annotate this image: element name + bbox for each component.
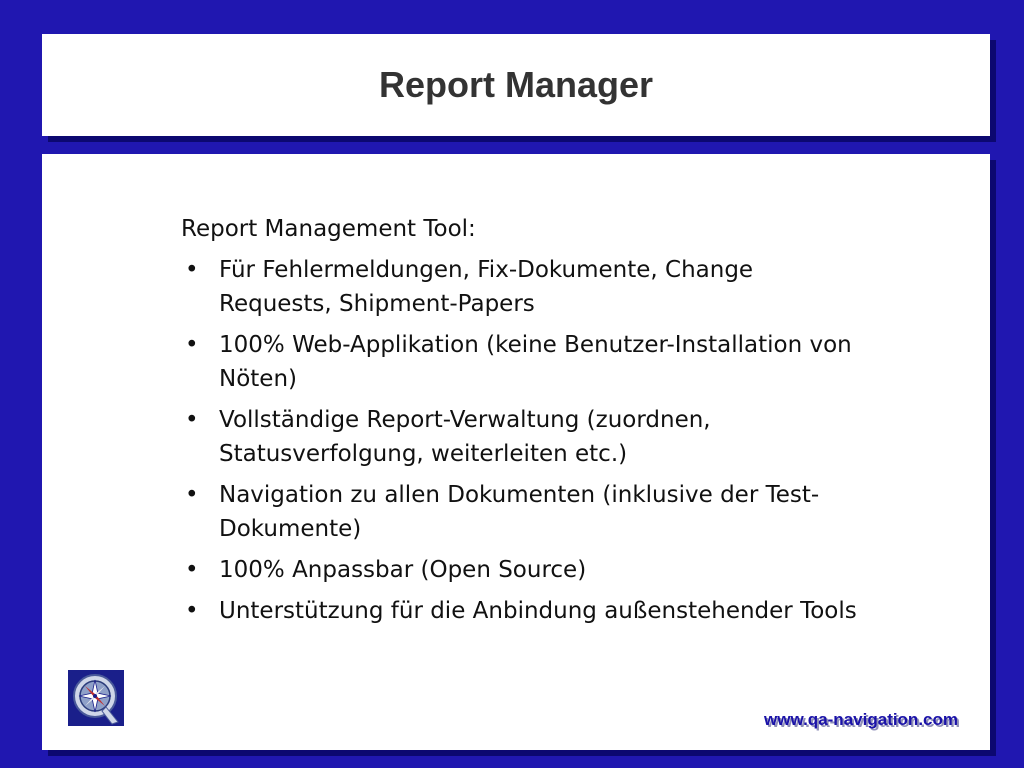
bullet-icon: • (185, 557, 199, 583)
title-panel (42, 34, 990, 136)
bullet-text: Unterstützung für die Anbindung außenstehender Tools (219, 598, 857, 624)
bullet-icon: • (185, 332, 199, 358)
bullet-text: Navigation zu allen Dokumenten (inklusive der Test-Dokumente) (219, 482, 820, 542)
bullet-text: 100% Web-Applikation (keine Benutzer-Installation von Nöten) (219, 332, 852, 392)
bullet-list (181, 253, 871, 628)
bullet-icon: • (185, 407, 199, 433)
bullet-icon: • (185, 257, 199, 283)
website-url: www.qa-navigation.com (764, 710, 958, 729)
slide-title: Report Manager (378, 64, 654, 105)
content-panel (42, 154, 990, 750)
bullet-icon: • (185, 598, 199, 624)
list-item (181, 328, 871, 396)
bullet-text: Vollständige Report-Verwaltung (zuordnen, Statusverfolgung, weiterleiten etc.) (219, 407, 711, 467)
bullet-text: Für Fehlermeldungen, Fix-Dokumente, Change Requests, Shipment-Papers (219, 257, 754, 317)
bullet-text: 100% Anpassbar (Open Source) (219, 557, 587, 583)
list-item (181, 253, 871, 321)
list-item (181, 478, 871, 546)
list-item (181, 553, 871, 587)
intro-line: Report Management Tool: (181, 216, 476, 242)
bullet-icon: • (185, 482, 199, 508)
compass-q-logo-icon (68, 670, 124, 726)
list-item (181, 594, 871, 628)
list-item (181, 403, 871, 471)
slide-body (181, 212, 871, 635)
